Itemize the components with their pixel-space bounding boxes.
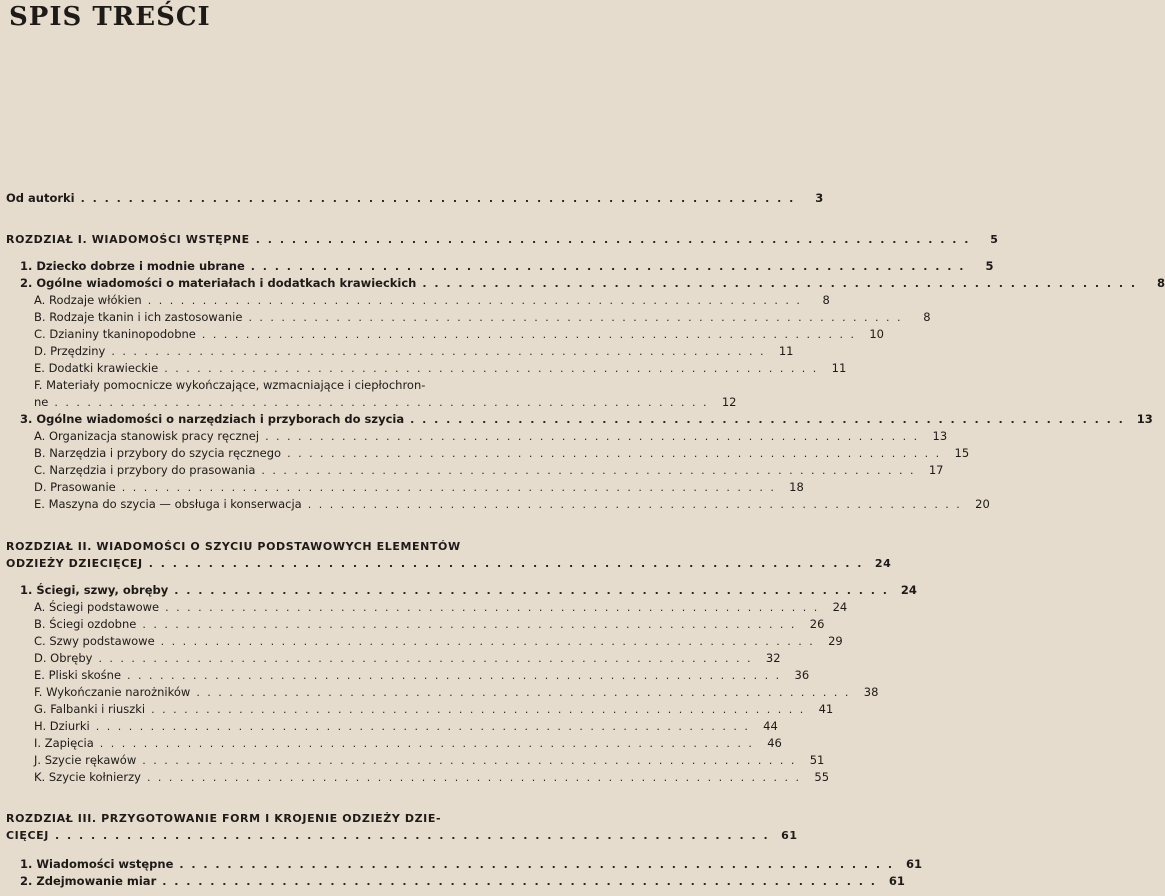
toc-section [20,259,994,277]
toc-entry-page: 11 [778,344,794,358]
leader-dots: . . . . . . . . . . . . . . . . . . . . . . . . . . . . . . . . . . . . . . . . . . . . . . . . . . . . . . . . . . . . [54,396,709,409]
toc-entry-text: C. Szwy podstawowe [34,634,155,648]
toc-section [20,874,905,892]
toc-entry-text: E. Pliski skośne [34,668,122,682]
toc-entry-page: 51 [809,753,825,767]
leader-dots: . . . . . . . . . . . . . . . . . . . . . . . . . . . . . . . . . . . . . . . . . . . . . . . . . . . . . . . . . . . . [422,277,1138,290]
toc-entry-text: CIĘCEJ [6,829,49,842]
toc-subsection [34,685,879,703]
toc-entry-page: 8 [923,310,931,324]
toc-entry-page: 10 [869,327,884,341]
toc-entry-page: 15 [954,446,970,460]
leader-dots: . . . . . . . . . . . . . . . . . . . . . . . . . . . . . . . . . . . . . . . . . . . . . . . . . . . . . . . . . . . . [307,498,962,511]
toc-entry-page: 24 [900,583,917,597]
toc-entry-text: ROZDZIAŁ II. WIADOMOŚCI O SZYCIU PODSTAWOWYCH ELEMENTÓW [6,540,461,553]
toc-entry-text: ne [34,395,49,409]
leader-dots: . . . . . . . . . . . . . . . . . . . . . . . . . . . . . . . . . . . . . . . . . . . . . . . . . . . . . . . . . . . . [148,557,864,570]
toc-entry-text: C. Dzianiny tkaninopodobne [34,327,196,341]
toc-chapter [6,540,492,558]
toc-entry-page: 8 [1157,276,1165,290]
toc-entry-page: 8 [822,293,830,307]
leader-dots: . . . . . . . . . . . . . . . . . . . . . . . . . . . . . . . . . . . . . . . . . . . . . . . . . . . . . . . . . . . . [54,829,770,842]
toc-entry-page: 5 [990,233,999,246]
toc-entry-page: 3 [815,191,824,205]
leader-dots: . . . . . . . . . . . . . . . . . . . . . . . . . . . . . . . . . . . . . . . . . . . . . . . . . . . . . . . . . . . . [165,601,820,614]
toc-entry-page: 24 [874,557,892,570]
toc-entry-text: G. Falbanki i riuszki [34,702,146,716]
toc-entry-text: ODZIEŻY DZIECIĘCEJ [6,557,143,570]
toc-subsection [34,361,847,379]
leader-dots: . . . . . . . . . . . . . . . . . . . . . . . . . . . . . . . . . . . . . . . . . . . . . . . . . . . . . . . . . . . . [174,584,889,597]
toc-entry-page: 36 [794,668,810,682]
toc-entry-page: 41 [818,702,834,716]
leader-dots: . . . . . . . . . . . . . . . . . . . . . . . . . . . . . . . . . . . . . . . . . . . . . . . . . . . . . . . . . . . . [146,771,802,784]
toc-subsection [34,344,794,362]
leader-dots: . . . . . . . . . . . . . . . . . . . . . . . . . . . . . . . . . . . . . . . . . . . . . . . . . . . . . . . . . . . . [111,345,766,358]
toc-section [20,276,1165,294]
leader-dots: . . . . . . . . . . . . . . . . . . . . . . . . . . . . . . . . . . . . . . . . . . . . . . . . . . . . . . . . . . . . [121,481,776,494]
leader-dots: . . . . . . . . . . . . . . . . . . . . . . . . . . . . . . . . . . . . . . . . . . . . . . . . . . . . . . . . . . . . [95,720,750,733]
leader-dots: . . . . . . . . . . . . . . . . . . . . . . . . . . . . . . . . . . . . . . . . . . . . . . . . . . . . . . . . . . . . [160,635,815,648]
toc-subsection [34,327,884,345]
toc-subsection [34,480,804,498]
toc-entry-text: B. Narzędzia i przybory do szycia ręcznego [34,446,282,460]
leader-dots: . . . . . . . . . . . . . . . . . . . . . . . . . . . . . . . . . . . . . . . . . . . . . . . . . . . . . . . . . . . . [142,754,797,767]
toc-entry-text: D. Przędziny [34,344,106,358]
toc-entry-page: 5 [985,259,994,273]
leader-dots: . . . . . . . . . . . . . . . . . . . . . . . . . . . . . . . . . . . . . . . . . . . . . . . . . . . . . . . . . . . . [248,311,903,324]
toc-subsection-cont [34,395,737,413]
toc-subsection [34,497,990,515]
leader-dots: . . . . . . . . . . . . . . . . . . . . . . . . . . . . . . . . . . . . . . . . . . . . . . . . . . . . . . . . . . . . [98,652,753,665]
toc-subsection [34,429,948,447]
toc-entry-text: A. Rodzaje włókien [34,293,142,307]
toc-entry-text: 1. Ściegi, szwy, obręby [20,583,169,597]
toc-chapter-cont [6,557,892,575]
leader-dots: . . . . . . . . . . . . . . . . . . . . . . . . . . . . . . . . . . . . . . . . . . . . . . . . . . . . . . . . . . . . [410,413,1125,426]
toc-entry-page: 46 [767,736,782,750]
toc-subsection [34,463,944,481]
leader-dots: . . . . . . . . . . . . . . . . . . . . . . . . . . . . . . . . . . . . . . . . . . . . . . . . . . . . . . . . . . . . [127,669,782,682]
toc-entry-text: A. Ściegi podstawowe [34,600,160,614]
leader-dots: . . . . . . . . . . . . . . . . . . . . . . . . . . . . . . . . . . . . . . . . . . . . . . . . . . . . . . . . . . . . [261,464,916,477]
toc-entry-text: C. Narzędzia i przybory do prasowania [34,463,256,477]
toc-entry-page: 61 [781,829,798,842]
toc-entry-page: 20 [975,497,990,511]
toc-entry [6,191,824,209]
toc-entry-text: ROZDZIAŁ III. PRZYGOTOWANIE FORM I KROJENIE ODZIEŻY DZIE- [6,812,442,825]
leader-dots: . . . . . . . . . . . . . . . . . . . . . . . . . . . . . . . . . . . . . . . . . . . . . . . . . . . . . . . . . . . . [162,875,877,888]
toc-entry-text: 1. Wiadomości wstępne [20,857,174,871]
toc-entry-page: 17 [928,463,944,477]
toc-entry-text: F. Wykończanie narożników [34,685,191,699]
leader-dots: . . . . . . . . . . . . . . . . . . . . . . . . . . . . . . . . . . . . . . . . . . . . . . . . . . . . . . . . . . . . [142,618,797,631]
toc-section [20,857,923,875]
toc-entry-text: K. Szycie kołnierzy [34,770,141,784]
toc-subsection [34,617,825,635]
toc-entry-text: 1. Dziecko dobrze i modnie ubrane [20,259,245,273]
leader-dots: . . . . . . . . . . . . . . . . . . . . . . . . . . . . . . . . . . . . . . . . . . . . . . . . . . . . . . . . . . . . [164,362,819,375]
leader-dots: . . . . . . . . . . . . . . . . . . . . . . . . . . . . . . . . . . . . . . . . . . . . . . . . . . . . . . . . . . . . [147,294,802,307]
leader-dots: . . . . . . . . . . . . . . . . . . . . . . . . . . . . . . . . . . . . . . . . . . . . . . . . . . . . . . . . . . . . [265,430,920,443]
toc-section [20,583,917,601]
toc-entry-page: 61 [906,857,923,871]
toc-entry-text: F. Materiały pomocnicze wykończające, wzmacniające i ciepłochron- [34,378,426,392]
toc-entry-page: 38 [863,685,879,699]
leader-dots: . . . . . . . . . . . . . . . . . . . . . . . . . . . . . . . . . . . . . . . . . . . . . . . . . . . . . . . . . . . . [196,686,851,699]
toc-entry-page: 11 [831,361,847,375]
toc-chapter [6,812,492,830]
toc-entry-text: 3. Ogólne wiadomości o narzędziach i przyborach do szycia [20,412,405,426]
toc-subsection [34,378,492,396]
toc-entry-page: 26 [809,617,825,631]
toc-subsection [34,634,843,652]
toc-subsection [34,702,834,720]
leader-dots: . . . . . . . . . . . . . . . . . . . . . . . . . . . . . . . . . . . . . . . . . . . . . . . . . . . . . . . . . . . . [287,447,942,460]
toc-entry-page: 32 [765,651,781,665]
toc-entry-text: H. Dziurki [34,719,90,733]
toc-entry-text: E. Dodatki krawieckie [34,361,159,375]
toc-entry-page: 12 [721,395,737,409]
toc-subsection [34,719,778,737]
toc-subsection [34,651,781,669]
toc-entry-text: D. Obręby [34,651,93,665]
toc-subsection [34,293,830,311]
leader-dots: . . . . . . . . . . . . . . . . . . . . . . . . . . . . . . . . . . . . . . . . . . . . . . . . . . . . . . . . . . . . [179,858,895,871]
toc-entry-page: 44 [763,719,778,733]
toc-entry-text: ROZDZIAŁ I. WIADOMOŚCI WSTĘPNE [6,233,250,246]
toc-entry-text: B. Rodzaje tkanin i ich zastosowanie [34,310,243,324]
leader-dots: . . . . . . . . . . . . . . . . . . . . . . . . . . . . . . . . . . . . . . . . . . . . . . . . . . . . . . . . . . . . [80,192,796,205]
toc-entry-page: 18 [789,480,804,494]
leader-dots: . . . . . . . . . . . . . . . . . . . . . . . . . . . . . . . . . . . . . . . . . . . . . . . . . . . . . . . . . . . . [201,328,856,341]
toc-subsection [34,668,810,686]
leader-dots: . . . . . . . . . . . . . . . . . . . . . . . . . . . . . . . . . . . . . . . . . . . . . . . . . . . . . . . . . . . . [99,737,754,750]
toc-subsection [34,600,848,618]
toc-subsection [34,770,830,788]
toc-entry-page: 13 [1136,412,1153,426]
toc-entry-page: 24 [832,600,848,614]
leader-dots: . . . . . . . . . . . . . . . . . . . . . . . . . . . . . . . . . . . . . . . . . . . . . . . . . . . . . . . . . . . . [255,233,971,246]
toc-subsection [34,753,825,771]
toc-entry-page: 55 [814,770,830,784]
toc-entry-text: A. Organizacja stanowisk pracy ręcznej [34,429,260,443]
toc-entry-text: E. Maszyna do szycia — obsługa i konserwacja [34,497,302,511]
toc-entry-text: Od autorki [6,191,75,205]
toc-chapter [6,233,999,251]
toc-entry-page: 29 [828,634,843,648]
toc-entry-text: B. Ściegi ozdobne [34,617,137,631]
leader-dots: . . . . . . . . . . . . . . . . . . . . . . . . . . . . . . . . . . . . . . . . . . . . . . . . . . . . . . . . . . . . [151,703,806,716]
toc-entry-page: 13 [932,429,948,443]
toc-subsection [34,310,931,328]
leader-dots: . . . . . . . . . . . . . . . . . . . . . . . . . . . . . . . . . . . . . . . . . . . . . . . . . . . . . . . . . . . . [250,260,966,273]
toc-entry-text: J. Szycie rękawów [34,753,137,767]
toc-entry-text: 2. Zdejmowanie miar [20,874,157,888]
toc-section [20,412,1153,430]
toc-entry-text: I. Zapięcia [34,736,94,750]
toc-chapter-cont [6,829,798,847]
toc-entry-text: D. Prasowanie [34,480,116,494]
page-title: SPIS TREŚCI [9,2,211,32]
toc-entry-page: 61 [888,874,905,888]
toc-subsection [34,446,970,464]
toc-subsection [34,736,782,754]
toc-entry-text: 2. Ogólne wiadomości o materiałach i dodatkach krawieckich [20,276,417,290]
